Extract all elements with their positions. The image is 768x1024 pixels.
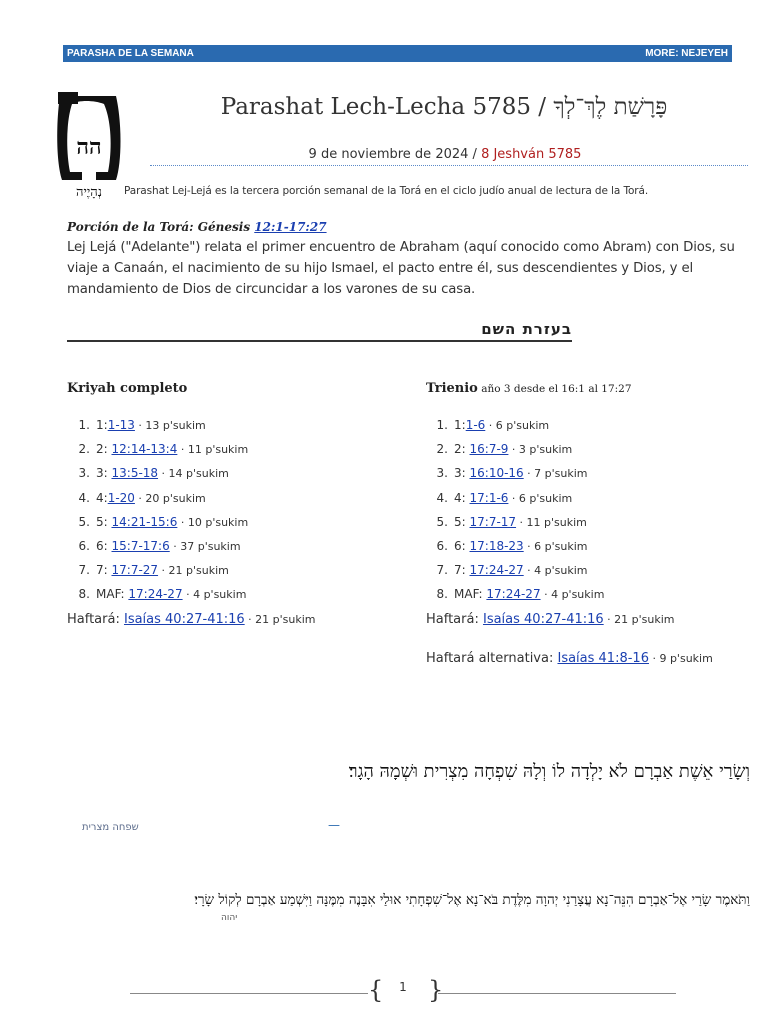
item-count: · 11 p'sukim <box>177 443 249 457</box>
note-dash: — <box>328 818 340 832</box>
header-left-label: PARASHA DE LA SEMANA <box>67 48 194 59</box>
list-item <box>426 587 604 611</box>
reading-link[interactable]: 17:24-27 <box>486 587 541 602</box>
item-prefix: 2: <box>96 442 112 457</box>
item-number: 7. <box>78 563 90 578</box>
item-number: 3. <box>436 466 448 481</box>
list-item <box>68 515 248 539</box>
kriyah-haftara <box>67 612 316 627</box>
reading-link[interactable]: 17:24-27 <box>128 587 183 602</box>
item-prefix: MAF: <box>454 587 487 602</box>
header-right-label: MORE: NEJEYEH <box>645 48 728 59</box>
item-prefix: 6: <box>454 538 470 553</box>
reading-link[interactable]: 12:14-13:4 <box>111 442 178 457</box>
footer-line-right <box>438 993 676 994</box>
item-count: · 37 p'sukim <box>169 539 241 553</box>
item-number: 2. <box>78 442 90 457</box>
trienio-list <box>426 418 604 612</box>
item-number: 5. <box>436 514 448 529</box>
trienio-haftara <box>426 612 675 627</box>
item-prefix: 4: <box>96 490 108 505</box>
list-item <box>68 491 248 515</box>
reading-link[interactable]: 14:21-15:6 <box>111 514 178 529</box>
item-number: 1. <box>78 418 90 432</box>
list-item <box>68 418 248 442</box>
item-prefix: 3: <box>454 466 470 481</box>
reading-link[interactable]: 17:24-27 <box>469 563 524 578</box>
item-count: · 4 p'sukim <box>182 588 247 602</box>
list-item <box>426 466 604 490</box>
item-count: · 4 p'sukim <box>523 564 588 578</box>
item-number: 5. <box>78 514 90 529</box>
item-number: 7. <box>436 563 448 578</box>
svg-text:הה: הה <box>76 134 102 160</box>
verse-1: וְשָׂרַי אֵשֶׁת אַבְרָם לֹא יָלְדָה לוֹ וְלָהּ שִׁפְחָה מִצְרִית וּשְׁמָהּ הָגָר׃ <box>348 761 750 782</box>
item-count: · 21 p'sukim <box>158 564 229 578</box>
kriyah-title: Kriyah completo <box>67 381 188 396</box>
item-number: 1. <box>436 418 448 432</box>
item-number: 4. <box>436 490 448 505</box>
haftara-count: · 21 p'sukim <box>603 613 675 626</box>
haftara-alt-count: · 9 p'sukim <box>648 652 713 665</box>
date-separator: / <box>468 147 482 162</box>
item-number: 6. <box>78 538 90 553</box>
haftara-count: · 21 p'sukim <box>244 613 316 626</box>
item-count: · 10 p'sukim <box>177 515 249 529</box>
trienio-title-text: Trienio <box>426 381 478 396</box>
trienio-subtitle: año 3 desde el 16:1 al 17:27 <box>477 383 632 395</box>
haftara-alt-link[interactable]: Isaías 41:8-16 <box>557 651 649 666</box>
item-number: 8. <box>78 587 90 602</box>
item-count: · 7 p'sukim <box>523 467 588 481</box>
haftara-label: Haftará: <box>67 612 124 627</box>
list-item <box>68 539 248 563</box>
item-number: 2. <box>436 442 448 457</box>
footer-brace-right: } <box>428 976 444 1004</box>
item-prefix: 7: <box>96 563 112 578</box>
footer-line-left <box>130 993 368 994</box>
reading-link[interactable]: 1-13 <box>107 418 135 432</box>
reading-link[interactable]: 16:7-9 <box>469 442 509 457</box>
list-item <box>426 418 604 442</box>
list-item <box>426 442 604 466</box>
list-item <box>426 515 604 539</box>
reading-link[interactable]: 17:7-17 <box>469 514 517 529</box>
item-prefix: 7: <box>454 563 470 578</box>
verse-2: וַתֹּאמֶר שָׂרַי אֶל־אַבְרָם הִנֵּה־נָא עֲצָרַנִי יְהוָה מִלֶּדֶת בֹּא־נָא אֶל־שִׁפְחָתִי אוּלַי אִבָּנֶה מִמֶּנָּה וַיִּשְׁמַע אַבְרָם לְקוֹל שָׂרָי׃ <box>194 892 750 908</box>
item-count: · 6 p'sukim <box>485 419 550 432</box>
sub-note: יהוה <box>221 913 238 923</box>
list-item <box>68 442 248 466</box>
footer-brace-left: { <box>368 976 384 1004</box>
portion-summary: Lej Lejá ("Adelante") relata el primer encuentro de Abraham (aquí conocido como Abram) con Dios, su viaje a Canaán, el nacimiento de su hijo Ismael, el pacto entre él, sus descendientes y Dios, y el mandamiento de Dios de circuncidar a los varones de su casa. <box>67 240 735 297</box>
item-prefix: MAF: <box>96 587 129 602</box>
reading-link[interactable]: 15:7-17:6 <box>111 538 170 553</box>
item-prefix: 6: <box>96 538 112 553</box>
haftara-link[interactable]: Isaías 40:27-41:16 <box>123 612 245 627</box>
item-count: · 6 p'sukim <box>508 491 573 505</box>
haftara-link[interactable]: Isaías 40:27-41:16 <box>482 612 604 627</box>
item-number: 4. <box>78 490 90 505</box>
trienio-haftara-alt <box>426 651 713 666</box>
nehiyeh-logo <box>54 92 124 200</box>
reading-link[interactable]: 17:7-27 <box>111 563 159 578</box>
trienio-title <box>426 381 632 396</box>
item-number: 3. <box>78 466 90 481</box>
intro-text: Parashat Lej-Lejá es la tercera porción semanal de la Torá en el ciclo judío anual de lectura de la Torá. <box>124 185 649 197</box>
gregorian-date: 9 de noviembre de 2024 <box>308 147 469 162</box>
reading-link[interactable]: 17:18-23 <box>469 538 524 553</box>
kriyah-list <box>68 418 248 612</box>
item-count: · 4 p'sukim <box>540 588 605 602</box>
list-item <box>68 466 248 490</box>
item-count: · 14 p'sukim <box>158 467 229 481</box>
reading-link[interactable]: 1-20 <box>107 490 135 505</box>
haftara-alt-label: Haftará alternativa: <box>426 651 558 666</box>
item-count: · 11 p'sukim <box>516 515 587 529</box>
item-count: · 6 p'sukim <box>523 539 588 553</box>
item-count: · 3 p'sukim <box>508 443 573 457</box>
item-prefix: 1: <box>96 418 108 432</box>
hebrew-date: 8 Jeshván 5785 <box>481 147 582 162</box>
portion-title <box>67 220 327 234</box>
date-line <box>150 147 740 162</box>
haftara-label: Haftará: <box>426 612 483 627</box>
list-item <box>426 539 604 563</box>
item-count: · 13 p'sukim <box>134 419 206 432</box>
item-count: · 20 p'sukim <box>134 491 206 505</box>
page-number: 1 <box>399 980 407 994</box>
header-bar <box>63 45 732 62</box>
portion-label: Porción de la Torá: Génesis <box>67 220 255 234</box>
page-title: Parashat Lech-Lecha 5785 / פָּרָשַׁת לֶךְ־לְךָ <box>220 94 668 120</box>
besiata-heading: בעזרת השם <box>67 320 572 342</box>
reading-link[interactable]: 13:5-18 <box>111 466 159 481</box>
dotted-divider <box>150 165 748 166</box>
item-number: 8. <box>436 587 448 602</box>
list-item <box>68 587 248 611</box>
item-prefix: 1: <box>454 418 466 432</box>
list-item <box>426 491 604 515</box>
note-label: שפחה מצרית <box>82 822 139 833</box>
item-prefix: 2: <box>454 442 470 457</box>
item-prefix: 5: <box>96 514 112 529</box>
item-prefix: 3: <box>96 466 112 481</box>
portion-link[interactable]: 12:1-17:27 <box>254 220 327 234</box>
item-prefix: 4: <box>454 490 470 505</box>
list-item <box>426 563 604 587</box>
svg-text:נְהָיֶיה: נְהָיֶיה <box>76 185 102 200</box>
reading-link[interactable]: 16:10-16 <box>469 466 524 481</box>
list-item <box>68 563 248 587</box>
item-prefix: 5: <box>454 514 470 529</box>
item-number: 6. <box>436 538 448 553</box>
reading-link[interactable]: 17:1-6 <box>469 490 509 505</box>
reading-link[interactable]: 1-6 <box>465 418 486 432</box>
